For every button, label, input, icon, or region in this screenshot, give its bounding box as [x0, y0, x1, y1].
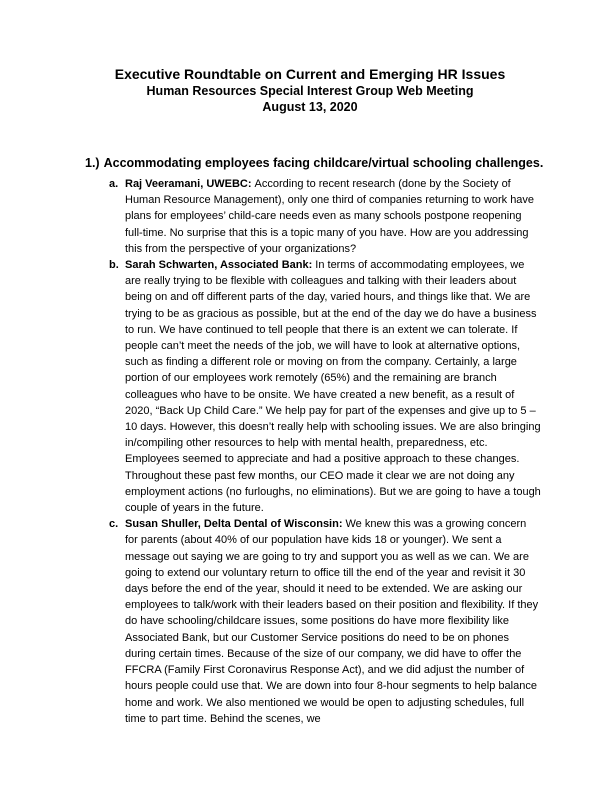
- document-date: August 13, 2020: [262, 100, 358, 114]
- speaker-name: Susan Shuller, Delta Dental of Wisconsin:: [125, 518, 343, 531]
- speaker-remarks: We knew this was a growing concern for parents (about 40% of our population have kids 18 or younger). We sent a message out saying we are going to try and support you as well as we can. We are going to extend our voluntary return to office till the end of the year and revisit it 30 days before the end of the year, should it need to be extended. We are asking our employees to talk/work with their leaders based on their position and flexibility. If they do have schooling/childcare issues, some positions do have more flexibility like Associated Bank, but our Customer Service positions do need to be on phones during certain times. Because of the size of our company, we did have to offer the FFCRA (Family First Coronavirus Response Act), and we did adjust the number of hours people could use that. We are down into four 8-hour segments to help balance home and work. We also mentioned we would be open to adjusting schedules, full time to part time. Behind the scenes, we: [125, 518, 539, 725]
- list-item-body: [125, 257, 542, 516]
- list-item-marker: c.: [109, 518, 119, 531]
- list-item-marker: b.: [109, 259, 119, 272]
- list-item-marker: a.: [109, 178, 119, 190]
- speaker-remarks: In terms of accommodating employees, we are really trying to be flexible with colleagues and talking with their leaders about being on and off different parts of the day, varied hours, and things like that. We are trying to be as gracious as possible, but at the end of the day we do have a business to run. We have continued to tell people that there is an extent we can tolerate. If people can’t meet the needs of the job, we will have to look at alternative options, such as finding a different role or moving on from the company. Certainly, a large portion of our employees work remotely (65%) and the remaining are branch colleagues who have to be onsite. We have created a new benefit, as a result of 2020, “Back Up Child Care.” We help pay for part of the expenses and give up to 5 – 10 days. However, this doesn’t really help with schooling issues. We are also bringing in/compiling other resources to help with mental health, preparedness, etc. Employees seemed to appreciate and had a positive approach to these changes. Throughout these past few months, our CEO made it clear we are not doing any employment actions (no furloughs, no eliminations). But we are going to have a tough couple of years in the future.: [125, 259, 541, 515]
- speaker-name: Raj Veeramani, UWEBC:: [125, 178, 252, 190]
- document-title: Executive Roundtable on Current and Emerging HR Issues: [114, 66, 506, 82]
- list-item-body: [125, 516, 542, 727]
- list-item: [85, 176, 542, 257]
- section-heading-text: Accommodating employees facing childcare/virtual schooling challenges.: [103, 156, 544, 170]
- list-item: [85, 516, 542, 727]
- section-heading: [85, 156, 542, 171]
- section-number: 1.): [85, 156, 100, 170]
- list-item-body: [125, 176, 542, 257]
- list-item: [85, 257, 542, 516]
- speaker-name: Sarah Schwarten, Associated Bank:: [125, 259, 313, 272]
- document-subtitle: Human Resources Special Interest Group Web Meeting: [146, 84, 474, 98]
- title-block: [78, 66, 542, 115]
- speaker-remarks: According to recent research (done by the Society of Human Resource Management), only one third of companies returning to work have plans for employees’ child-care needs even as many schools postpone reopening full-time. No surprise that this is a topic many of you have. How are you addressing this from the perspective of your organizations?: [125, 178, 535, 255]
- discussion-list: [85, 176, 542, 727]
